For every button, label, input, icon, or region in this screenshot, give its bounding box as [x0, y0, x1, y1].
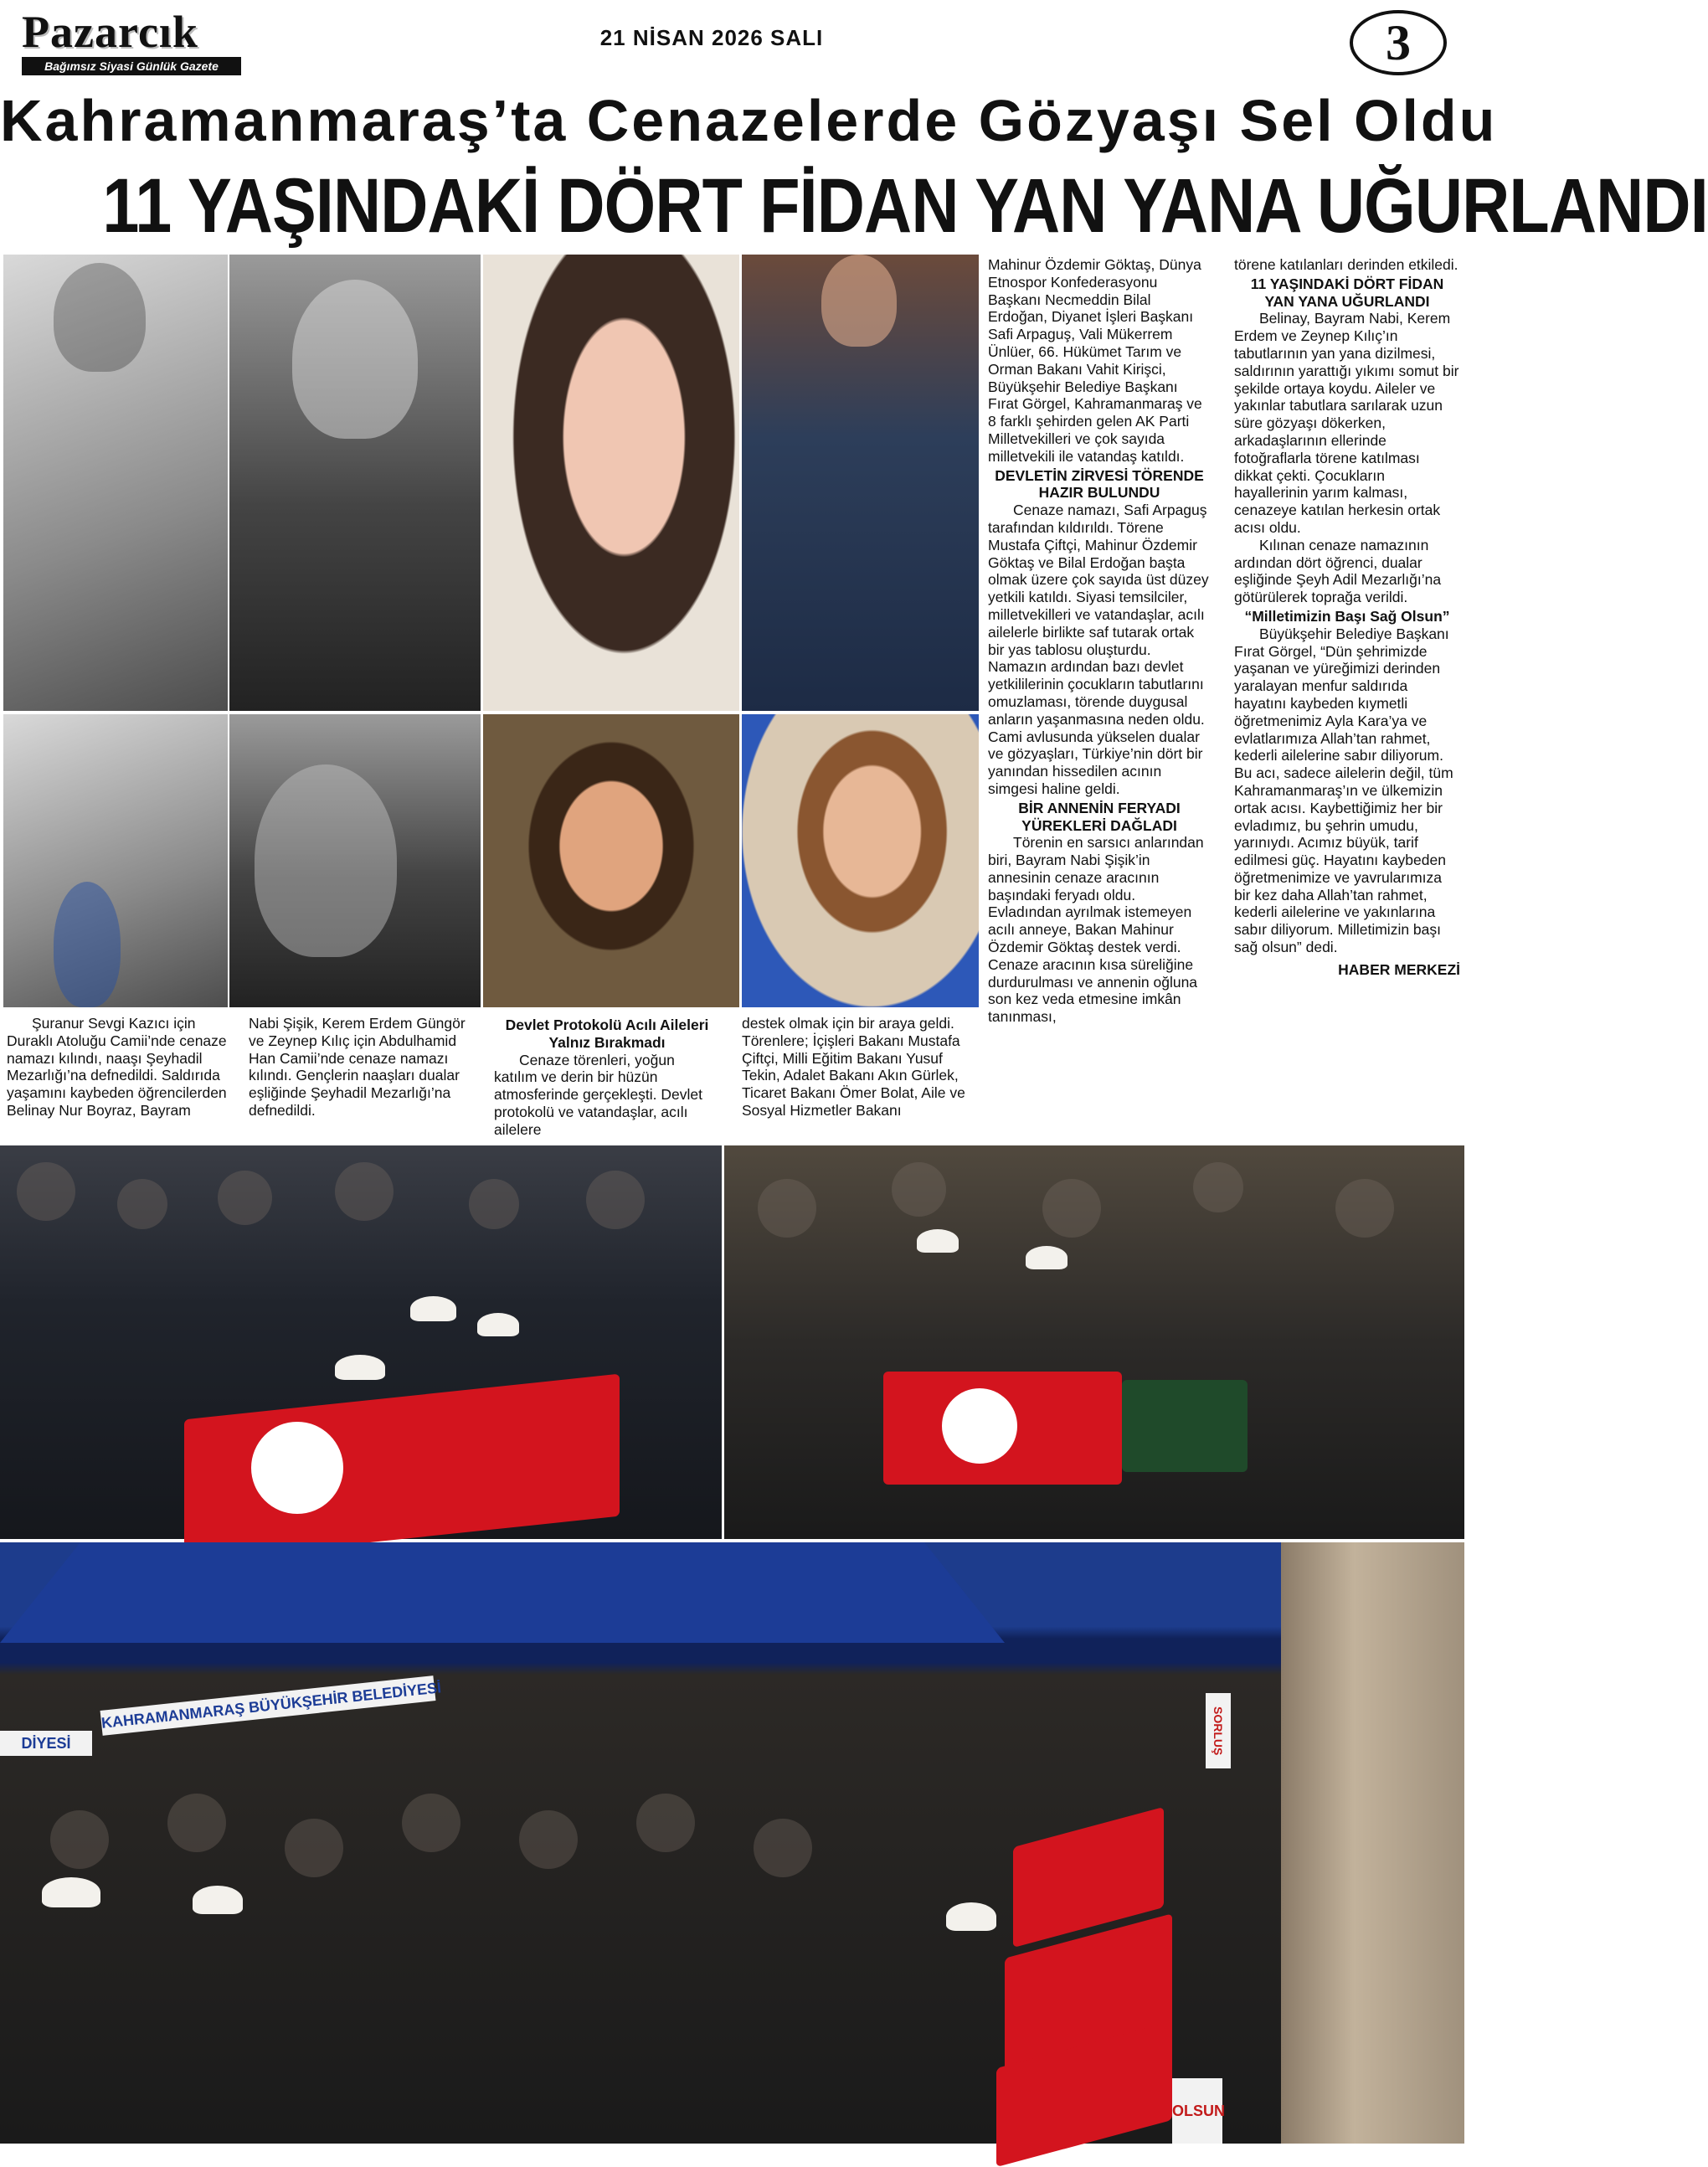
portrait-photo-7: [483, 714, 739, 1007]
article-paragraph: destek olmak için bir araya geldi. Törenlere; İçişleri Bakanı Mustafa Çiftçi, Milli Eğitim Bakanı Yusuf Tekin, Adalet Bakanı Akın Gürlek, Ticaret Bakanı Ömer Bolat, Aile ve Sosyal Hizmetler Bakanı: [742, 1015, 965, 1119]
article-column-5: [988, 256, 1211, 1026]
crescent-icon: [942, 1388, 1017, 1464]
tent-banner-left: DİYESİ: [0, 1731, 92, 1756]
article-paragraph: Mahinur Özdemir Göktaş, Dünya Etnospor Konfederasyonu Başkanı Necmeddin Bilal Erdoğan, Diyanet İşleri Başkanı Safi Arpaguş, Vali Mükerrem Ünlüer, 66. Hükümet Tarım ve Orman Bakanı Vahit Kirişci, Büyükşehir Belediye Başkanı Fırat Görgel, Kahramanmaraş ve 8 farklı şehirden gelen AK Parti Milletvekilleri ve çok sayıda milletvekili ile vatandaş katıldı.: [988, 256, 1202, 465]
page-number: 3: [1350, 10, 1447, 75]
turkish-flag-coffin: [184, 1374, 620, 1562]
issue-date: 21 NİSAN 2026 SALI: [599, 25, 824, 50]
article-column-6: [1234, 256, 1460, 979]
article-column-3: [494, 1015, 720, 1139]
article-column-2: [249, 1015, 468, 1120]
portrait-photo-8: [742, 714, 979, 1007]
portrait-photo-4: [742, 255, 979, 711]
funeral-prayer-photo-right: [724, 1145, 1464, 1539]
portrait-photo-6: [229, 714, 481, 1007]
article-paragraph: Cenaze namazı, Safi Arpaguş tarafından kıldırıldı. Törene Mustafa Çiftçi, Mahinur Özdemir Göktaş ve Bilal Erdoğan başta olmak üzere çok sayıda üst düzey yetkili katıldı. Siyasi temsilciler, milletvekilleri ve vatandaşlar, acılı ailelerle birlikte saf tutarak ortak bir yas tablosu oluşturdu. Namazın ardından bazı devlet yetkililerinin çocukların tabutlarını omuzlaması, törende duygusal anların yaşanmasına neden oldu. Cami avlusunda yükselen dualar ve gözyaşları, Türkiye’nin dört bir yanından hissedilen acının simgesi haline geldi.: [988, 502, 1209, 797]
portrait-photo-2: [229, 255, 481, 711]
article-paragraph: Şuranur Sevgi Kazıcı için Duraklı Atoluğu Camii’nde cenaze namazı kılındı, naaşı Şeyhadil Mezarlığı’na defnedildi. Saldırıda yaşamını kaybeden öğrencilerden Belinay Nur Boyraz, Bayram: [7, 1015, 227, 1119]
article-paragraph: Kılınan cenaze namazının ardından dört öğrenci, dualar eşliğinde Şeyh Adil Mezarlığı’na götürülerek toprağa verildi.: [1234, 536, 1442, 606]
article-column-4: [742, 1015, 968, 1120]
portrait-photo-5: [3, 714, 228, 1007]
funeral-crowd-photo: [0, 1542, 1464, 2144]
tent-banner-main: KAHRAMANMARAŞ BÜYÜKŞEHİR BELEDİYESİ: [100, 1675, 436, 1736]
article-paragraph: Törenin en sarsıcı anlarından biri, Bayram Nabi Şişik’in annesinin cenaze aracının başındaki feryadı oldu. Evladından ayrılmak istemeyen acılı anneye, Bakan Mahinur Özdemir Göktaş destek verdi. Cenaze aracının kısa süreliğine durdurulması ve annenin oğluna son kez veda etmesine imkân tanınması,: [988, 834, 1204, 1026]
section-heading: BİR ANNENİN FERYADI YÜREKLERİ DAĞLADI: [1018, 799, 1181, 834]
article-paragraph: törene katılanları derinden etkiledi.: [1234, 256, 1458, 273]
article-paragraph: Büyükşehir Belediye Başkanı Fırat Görgel, “Dün şehrimizde yaşanan ve yüreğimizi derinden yaralayan menfur saldırıda hayatını kaybeden kıymetli öğretmenimiz Ayla Kara’ya ve evlatlarımıza Allah’tan rahmet, kederli ailelerine sabır diliyorum. Bu acı, sadece ailelerin değil, tüm Kahramanmaraş’ın ve ülkemizin ortak acısı. Kaybettiğimiz her bir evladımız, bu şehrin umudu, yarınıydı. Acımız büyük, tarif edilmesi güç. Hayatını kaybeden öğretmenimize ve yavrularımıza bir kez daha Allah’tan rahmet, kederli ailelerine ve yakınlarına sabır diliyorum. Milletimizin başı sağ olsun” dedi.: [1234, 625, 1453, 956]
section-heading: 11 YAŞINDAKİ DÖRT FİDAN YAN YANA UĞURLANDI: [1250, 275, 1444, 310]
flower-wreath-ribbon: SORLUŞ: [1206, 1693, 1231, 1768]
masthead: [0, 0, 1464, 82]
section-heading: Devlet Protokolü Acılı Aileleri Yalnız Bırakmadı: [505, 1017, 709, 1051]
main-headline: 11 YAŞINDAKİ DÖRT FİDAN YAN YANA UĞURLANDI: [102, 163, 1708, 249]
section-heading: “Milletimizin Başı Sağ Olsun”: [1244, 607, 1450, 625]
byline: HABER MERKEZİ: [1338, 960, 1460, 978]
kicker-headline: Kahramanmaraş’ta Cenazelerde Gözyaşı Sel Oldu: [0, 88, 1498, 153]
newspaper-logo: [22, 8, 241, 74]
logo-tagline: Bağımsız Siyasi Günlük Gazete: [22, 57, 241, 75]
portrait-photo-3: [483, 255, 739, 711]
portrait-photo-1: [3, 255, 228, 711]
article-paragraph: Cenaze törenleri, yoğun katılım ve derin bir hüzün atmosferinde gerçekleşti. Devlet protokolü ve vatandaşlar, acılı ailelere: [494, 1051, 702, 1138]
section-heading: DEVLETİN ZİRVESİ TÖRENDE HAZIR BULUNDU: [995, 466, 1204, 502]
funeral-prayer-photo-left: [0, 1145, 722, 1539]
flower-wreath-ribbon: OLSUN: [1172, 2078, 1222, 2144]
article-paragraph: Nabi Şişik, Kerem Erdem Güngör ve Zeynep Kılıç için Abdulhamid Han Camii’nde cenaze namazı kılındı. Gençlerin naaşları dualar eşliğinde Şeyhadil Mezarlığı’na defnedildi.: [249, 1015, 466, 1119]
logo-name: Pazarcık: [22, 7, 198, 57]
crescent-icon: [251, 1422, 343, 1514]
article-paragraph: Belinay, Bayram Nabi, Kerem Erdem ve Zeynep Kılıç’ın tabutlarının yan yana dizilmesi, saldırının yarattığı yıkımı somut bir şekilde ortaya koydu. Aileler ve yakınlar tabutlara sarılarak uzun süre gözyaşı dökerken, arkadaşlarının ellerinde fotoğraflarla törene katılması dikkat çekti. Çocukların hayallerinin yarım kalması, cenazeye katılan herkesin ortak acısı oldu.: [1234, 310, 1459, 536]
article-column-1: [7, 1015, 233, 1120]
